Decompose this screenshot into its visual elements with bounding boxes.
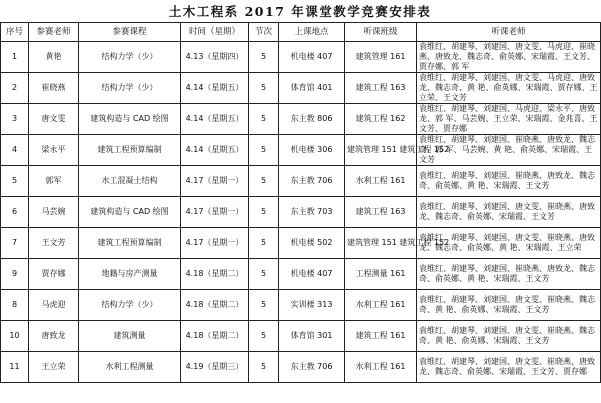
classroom-location: 机电楼 407 xyxy=(279,42,345,73)
table-row xyxy=(1,352,601,383)
observing-teachers: 袁维红、胡建琴、刘建国、唐文雯、崔晓燕、唐致龙、魏志奇、俞英娜、宋瑞霞、王文芳 xyxy=(417,197,601,228)
observing-teachers: 袁维红、胡建琴、刘建国、崔晓燕、唐致龙、魏志奇、俞英娜、黄 艳、宋瑞霞、王文芳 xyxy=(417,166,601,197)
classroom-location: 东主教 703 xyxy=(279,197,345,228)
class-period: 5 xyxy=(249,73,279,104)
classroom-location: 体育馆 301 xyxy=(279,321,345,352)
observing-teachers: 袁维红、胡建琴、刘建国、唐文雯、崔晓燕、唐致龙、魏志奇、俞英娜、黄 艳、宋瑞霞、王立荣 xyxy=(417,228,601,259)
audience-class: 水利工程 161 xyxy=(345,352,417,383)
contest-date: 4.13（星期四） xyxy=(181,42,249,73)
row-number: 11 xyxy=(1,352,29,383)
contest-course: 建筑测量 xyxy=(79,321,181,352)
class-period: 5 xyxy=(249,228,279,259)
header-date: 时间（星期） xyxy=(181,23,249,42)
classroom-location: 体育馆 401 xyxy=(279,73,345,104)
table-row xyxy=(1,228,601,259)
row-number: 1 xyxy=(1,42,29,73)
contest-date: 4.19（星期三） xyxy=(181,352,249,383)
observing-teachers: 袁维红、胡建琴、刘建国、唐文雯、崔晓燕、唐致龙、魏志奇、俞英娜、宋瑞霞、王文芳、贾存娜 xyxy=(417,352,601,383)
contest-teacher: 王文芳 xyxy=(29,228,79,259)
contest-teacher: 马虎迎 xyxy=(29,290,79,321)
table-row xyxy=(1,259,601,290)
header-room: 上课地点 xyxy=(279,23,345,42)
observing-teachers: 袁维红、胡建琴、刘建国、唐文雯、崔晓燕、魏志奇、黄 艳、俞英娜、宋瑞霞、王文芳 xyxy=(417,321,601,352)
audience-class: 水利工程 161 xyxy=(345,290,417,321)
contest-course: 建筑构造与 CAD 绘图 xyxy=(79,197,181,228)
audience-class: 建筑工程 163 xyxy=(345,73,417,104)
classroom-location: 机电楼 502 xyxy=(279,228,345,259)
audience-class: 建筑管理 161 xyxy=(345,42,417,73)
contest-date: 4.17（星期一） xyxy=(181,166,249,197)
row-number: 5 xyxy=(1,166,29,197)
contest-date: 4.18（星期二） xyxy=(181,259,249,290)
audience-class: 建筑管理 151 建筑工程 152 xyxy=(345,135,417,166)
contest-course: 结构力学（少） xyxy=(79,42,181,73)
schedule-table xyxy=(0,22,601,383)
table-row xyxy=(1,290,601,321)
table-row xyxy=(1,42,601,73)
contest-teacher: 唐文雯 xyxy=(29,104,79,135)
contest-date: 4.17（星期一） xyxy=(181,228,249,259)
observing-teachers: 袁维红、胡建琴、刘建国、唐文雯、马虎迎、唐致龙、魏志奇、黄 艳、俞英娜、宋瑞霞、贾存娜、王立荣、王文芳 xyxy=(417,73,601,104)
row-number: 10 xyxy=(1,321,29,352)
observing-teachers: 袁维红、胡建琴、刘建国、崔晓燕、唐致龙、魏志奇、郭 军、马芸婉、黄 艳、俞英娜、宋瑞霞、王文芳 xyxy=(417,135,601,166)
row-number: 9 xyxy=(1,259,29,290)
contest-course: 结构力学（少） xyxy=(79,73,181,104)
contest-teacher: 郭军 xyxy=(29,166,79,197)
contest-date: 4.14（星期五） xyxy=(181,73,249,104)
row-number: 3 xyxy=(1,104,29,135)
header-teacher: 参赛老师 xyxy=(29,23,79,42)
classroom-location: 东主教 706 xyxy=(279,166,345,197)
table-row xyxy=(1,321,601,352)
contest-teacher: 崔晓燕 xyxy=(29,73,79,104)
class-period: 5 xyxy=(249,42,279,73)
class-period: 5 xyxy=(249,166,279,197)
observing-teachers: 袁维红、胡建琴、刘建国、唐文雯、马虎迎、崔晓燕、唐致龙、魏志奇、俞英娜、宋瑞霞、王文芳、贾存娜、郭 军 xyxy=(417,42,601,73)
contest-course: 地籍与房产测量 xyxy=(79,259,181,290)
classroom-location: 东主教 706 xyxy=(279,352,345,383)
contest-date: 4.17（星期一） xyxy=(181,197,249,228)
audience-class: 建筑管理 151 建筑工程 152 xyxy=(345,228,417,259)
class-period: 5 xyxy=(249,321,279,352)
contest-date: 4.14（星期五） xyxy=(181,135,249,166)
contest-course: 水利工程测量 xyxy=(79,352,181,383)
table-row xyxy=(1,197,601,228)
row-number: 6 xyxy=(1,197,29,228)
header-course: 参赛课程 xyxy=(79,23,181,42)
observing-teachers: 袁维红、胡建琴、刘建国、崔晓燕、唐致龙、魏志奇、俞英娜、黄 艳、宋瑞霞、王文芳 xyxy=(417,259,601,290)
row-number: 7 xyxy=(1,228,29,259)
contest-teacher: 王立荣 xyxy=(29,352,79,383)
header-period: 节次 xyxy=(249,23,279,42)
classroom-location: 实训楼 313 xyxy=(279,290,345,321)
class-period: 5 xyxy=(249,290,279,321)
contest-teacher: 马芸婉 xyxy=(29,197,79,228)
contest-teacher: 黄艳 xyxy=(29,42,79,73)
observing-teachers: 袁维红、胡建琴、刘建国、唐文雯、崔晓燕、魏志奇、黄 艳、俞英娜、宋瑞霞、王文芳 xyxy=(417,290,601,321)
contest-date: 4.14（星期五） xyxy=(181,104,249,135)
classroom-location: 机电楼 407 xyxy=(279,259,345,290)
header-attendees: 听课老师 xyxy=(417,23,601,42)
audience-class: 工程测量 161 xyxy=(345,259,417,290)
row-number: 8 xyxy=(1,290,29,321)
contest-teacher: 贾存娜 xyxy=(29,259,79,290)
contest-course: 建筑工程预算编制 xyxy=(79,228,181,259)
header-row xyxy=(1,23,601,42)
audience-class: 建筑工程 162 xyxy=(345,104,417,135)
table-row xyxy=(1,104,601,135)
row-number: 4 xyxy=(1,135,29,166)
classroom-location: 机电楼 306 xyxy=(279,135,345,166)
header-no: 序号 xyxy=(1,23,29,42)
contest-teacher: 梁永平 xyxy=(29,135,79,166)
contest-course: 建筑工程预算编制 xyxy=(79,135,181,166)
class-period: 5 xyxy=(249,197,279,228)
table-row xyxy=(1,73,601,104)
contest-course: 结构力学（少） xyxy=(79,290,181,321)
contest-date: 4.18（星期二） xyxy=(181,321,249,352)
row-number: 2 xyxy=(1,73,29,104)
audience-class: 建筑工程 163 xyxy=(345,197,417,228)
header-class: 听课班级 xyxy=(345,23,417,42)
class-period: 5 xyxy=(249,104,279,135)
observing-teachers: 袁维红、胡建琴、刘建国、马虎迎、梁永平、唐致龙、郭 军、马芸婉、王立荣、宋瑞霞、金兆喜、王文芳、贾存娜 xyxy=(417,104,601,135)
table-row xyxy=(1,135,601,166)
contest-course: 水工混凝土结构 xyxy=(79,166,181,197)
audience-class: 水利工程 161 xyxy=(345,166,417,197)
contest-teacher: 唐致龙 xyxy=(29,321,79,352)
class-period: 5 xyxy=(249,259,279,290)
class-period: 5 xyxy=(249,352,279,383)
audience-class: 建筑工程 161 xyxy=(345,321,417,352)
class-period: 5 xyxy=(249,135,279,166)
page-title: 土木工程系 2017 年课堂教学竞赛安排表 xyxy=(168,4,432,19)
contest-course: 建筑构造与 CAD 绘图 xyxy=(79,104,181,135)
classroom-location: 东主教 806 xyxy=(279,104,345,135)
contest-date: 4.18（星期二） xyxy=(181,290,249,321)
table-row xyxy=(1,166,601,197)
